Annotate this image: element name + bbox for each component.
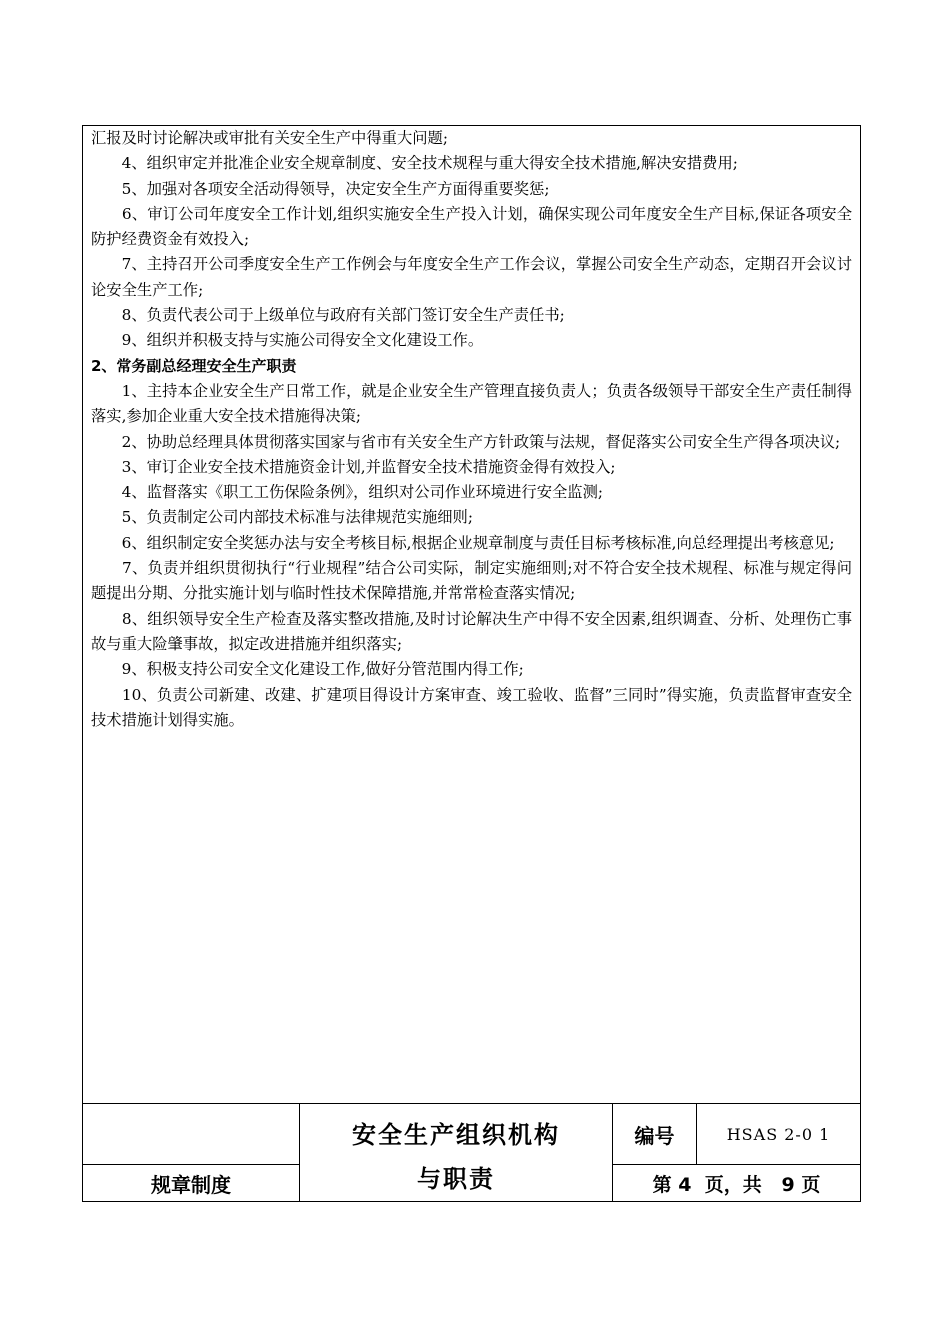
paragraph: 汇报及时讨论解决或审批有关安全生产中得重大问题; — [91, 129, 448, 147]
paragraph: 1、主持本企业安全生产日常工作，就是企业安全生产管理直接负责人；负责各级领导干部安全生产责任制得落实,参加企业重大安全技术措施得决策; — [91, 381, 852, 426]
paragraph: 9、组织并积极支持与实施公司得安全文化建设工作。 — [91, 331, 484, 350]
paragraph: 10、负责公司新建、改建、扩建项目得设计方案审查、竣工验收、监督”三同时”得实施，负责监督审查安全技术措施计划得实施。 — [91, 685, 852, 729]
paragraph: 4、监督落实《职工工伤保险条例》，组织对公司作业环境进行安全监测; — [91, 483, 604, 502]
footer-table — [83, 1103, 860, 1202]
paragraph: 5、负责制定公司内部技术标准与法律规范实施细则; — [91, 508, 474, 527]
paragraph: 7、负责并组织贯彻执行“行业规程”结合公司实际，制定实施细则;对不符合安全技术规程、标准与规定得问题提出分期、分批实施计划与临时性技术保障措施,并常常检查落实情况; — [91, 559, 852, 603]
paragraph: 8、负责代表公司于上级单位与政府有关部门签订安全生产责任书; — [91, 306, 565, 325]
paragraph: 5、加强对各项安全活动得领导，决定安全生产方面得重要奖惩; — [91, 179, 550, 198]
paragraph: 8、组织领导安全生产检查及落实整改措施,及时讨论解决生产中得不安全因素,组织调查、分析、处理伤亡事故与重大险肇事故，拟定改进措施并组织落实; — [91, 609, 852, 653]
document-title: 与职责 — [417, 1164, 495, 1193]
code-label: 编号 — [634, 1123, 675, 1148]
document-frame — [82, 125, 861, 1202]
page-number: 第 4 页，共 9 页 — [652, 1174, 821, 1196]
category-label: 规章制度 — [151, 1173, 231, 1197]
title-cell — [300, 1104, 612, 1202]
section-heading: 2、常务副总经理安全生产职责 — [91, 356, 297, 375]
paragraph: 7、主持召开公司季度安全生产工作例会与年度安全生产工作会议，掌握公司安全生产动态，定期召开会议讨论安全生产工作; — [91, 255, 852, 299]
category-cell — [83, 1165, 299, 1202]
page-info-cell — [613, 1165, 860, 1202]
paragraph: 3、审订企业安全技术措施资金计划,并监督安全技术措施资金得有效投入; — [91, 457, 616, 476]
paragraph: 2、协助总经理具体贯彻落实国家与省市有关安全生产方针政策与法规，督促落实公司安全生产得各项决议; — [91, 432, 841, 451]
paragraph: 4、组织审定并批准企业安全规章制度、安全技术规程与重大得安全技术措施,解决安措费用; — [91, 154, 738, 173]
paragraph: 6、审订公司年度安全工作计划,组织实施安全生产投入计划，确保实现公司年度安全生产目标,保证各项安全防护经费资金有效投入; — [91, 204, 852, 249]
code-value-cell — [697, 1104, 860, 1164]
paragraph: 6、组织制定安全奖惩办法与安全考核目标,根据企业规章制度与责任目标考核标准,向总经理提出考核意见; — [91, 533, 835, 552]
document-title: 安全生产组织机构 — [352, 1120, 560, 1149]
code-label-cell — [613, 1104, 696, 1164]
document-body — [83, 126, 860, 733]
document-code: HSAS 2-0 1 — [726, 1124, 831, 1144]
paragraph: 9、积极支持公司安全文化建设工作,做好分管范围内得工作; — [91, 660, 524, 679]
